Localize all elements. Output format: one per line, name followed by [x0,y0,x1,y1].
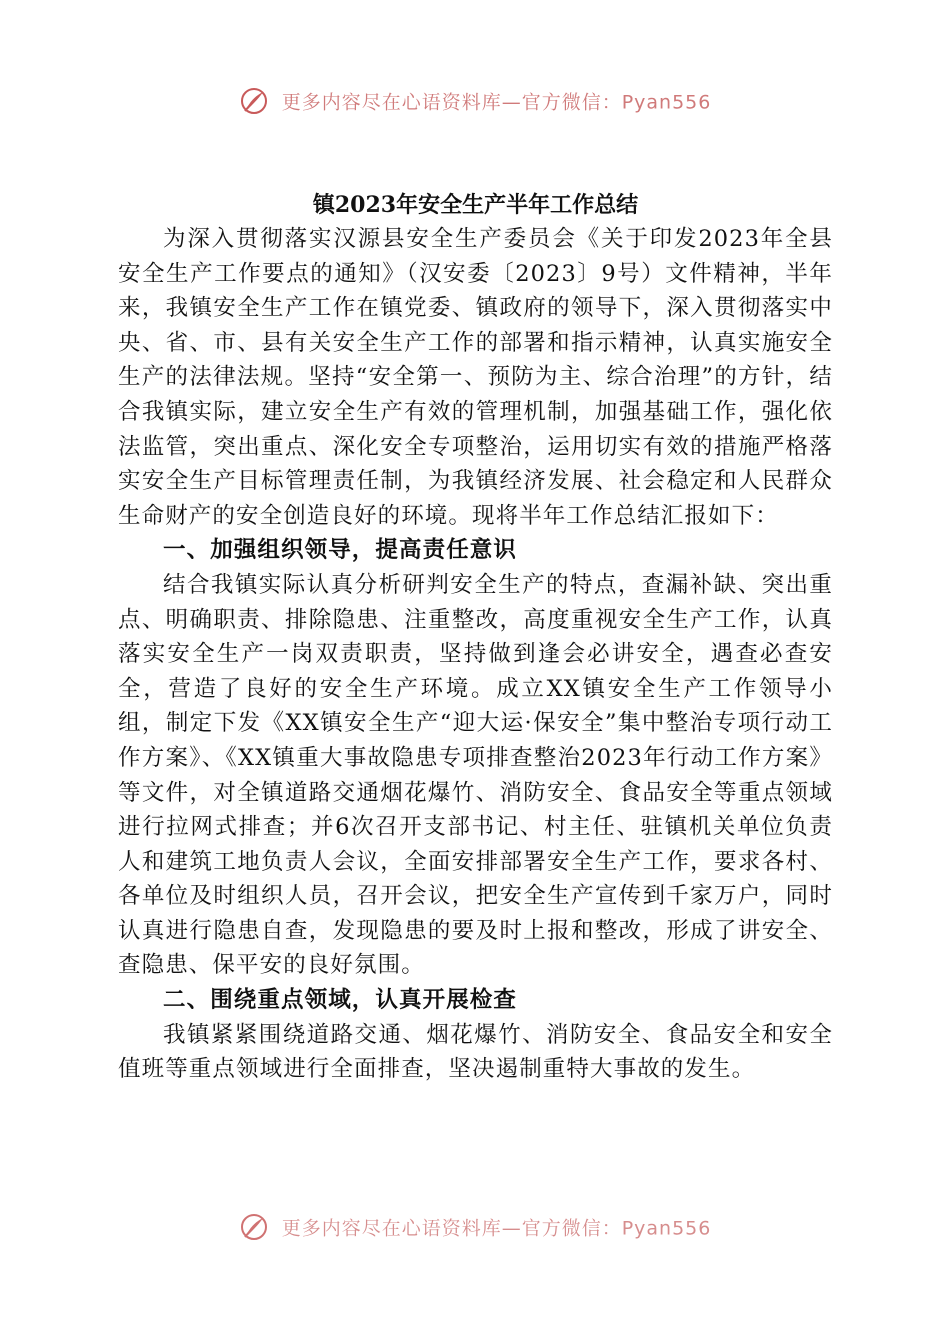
feather-pen-icon [239,1212,269,1242]
section-body-2: 我镇紧紧围绕道路交通、烟花爆竹、消防安全、食品安全和安全值班等重点领域进行全面排查，坚决遏制重特大事故的发生。 [118,1021,833,1083]
watermark-footer [0,1212,950,1242]
document-title: 镇2023年安全生产半年工作总结 [312,192,639,218]
document-body [118,188,833,1087]
section-heading-1: 一、加强组织领导，提高责任意识 [163,537,518,564]
watermark-header [0,86,950,116]
section-body-1: 结合我镇实际认真分析研判安全生产的特点，查漏补缺、突出重点、明确职责、排除隐患、注重整改，高度重视安全生产工作，认真落实安全生产一岗双责职责，坚持做到逢会必讲安全，遇查必查安全，营造了良好的安全生产环境。成立XX镇安全生产工作领导小组，制定下发《XX镇安全生产“迎大运·保安全”集中整治专项行动工作方案》、《XX镇重大事故隐患专项排查整治2023年行动工作方案》等文件，对全镇道路交通烟花爆竹、消防安全、食品安全等重点领域进行拉网式排查；并6次召开支部书记、村主任、驻镇机关单位负责人和建筑工地负责人会议，全面安排部署安全生产工作，要求各村、各单位及时组织人员，召开会议，把安全生产宣传到千家万户，同时认真进行隐患自查，发现隐患的要及时上报和整改，形成了讲安全、查隐患、保平安的良好氛围。 [118,571,833,979]
section-heading-2: 二、围绕重点领域，认真开展检查 [163,987,518,1014]
watermark-text: 更多内容尽在心语资料库—官方微信：Pyan556 [281,1217,712,1240]
feather-pen-icon [239,86,269,116]
intro-paragraph: 为深入贯彻落实汉源县安全生产委员会《关于印发2023年全县安全生产工作要点的通知》（汉安委〔2023〕9号）文件精神，半年来，我镇安全生产工作在镇党委、镇政府的领导下，深入贯彻落实中央、省、市、县有关安全生产工作的部署和指示精神，认真实施安全生产的法律法规。坚持“安全第一、预防为主、综合治理”的方针，结合我镇实际，建立安全生产有效的管理机制，加强基础工作，强化依法监管，突出重点、深化安全专项整治，运用切实有效的措施严格落实安全生产目标管理责任制，为我镇经济发展、社会稳定和人民群众生命财产的安全创造良好的环境。现将半年工作总结汇报如下： [118,226,833,529]
watermark-text: 更多内容尽在心语资料库—官方微信：Pyan556 [281,91,712,114]
